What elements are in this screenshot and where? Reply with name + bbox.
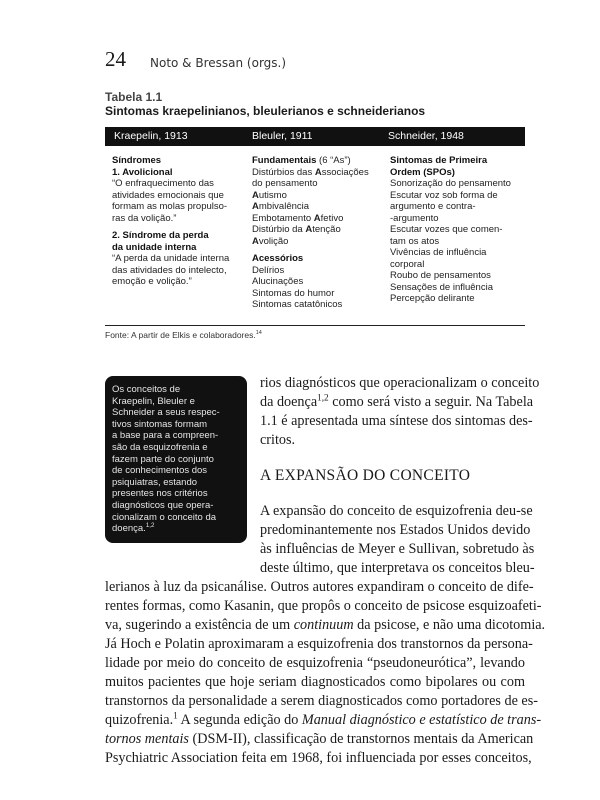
kraepelin-item2-text: das atividades do intelecto, — [112, 264, 227, 276]
table-source — [105, 330, 262, 340]
callout-text — [112, 384, 244, 535]
bleuler-column — [252, 155, 387, 311]
body-paragraph-2-wide — [105, 578, 546, 768]
kraepelin-heading: Síndromes — [112, 155, 162, 166]
callout-last-text: doença. — [112, 523, 146, 535]
kraepelin-column — [112, 155, 252, 288]
bleuler-fundamental-item — [252, 167, 387, 179]
callout-line — [112, 523, 244, 535]
item-text: Distúrbio da — [252, 224, 306, 235]
schneider-item: tam os atos — [390, 235, 440, 247]
callout-line: a base para a compreen- — [112, 430, 219, 442]
schneider-item: Vivências de influência — [390, 247, 487, 258]
schneider-column — [390, 155, 530, 305]
bleuler-acessorios-heading: Acessórios — [252, 253, 304, 264]
bleuler-acessorio-item: Sintomas do humor — [252, 287, 335, 299]
bleuler-fundamental-item — [252, 190, 387, 202]
callout-line: diagnósticos que opera- — [112, 499, 214, 511]
bleuler-heading: Fundamentais — [252, 155, 317, 166]
source-reference: 14 — [255, 330, 262, 337]
body-line — [105, 616, 546, 635]
body-line: A expansão do conceito de esquizofrenia deu-se — [260, 503, 533, 519]
body-line — [260, 392, 534, 412]
item-initial: A — [313, 212, 321, 224]
body-text: quizofrenia. — [105, 712, 174, 728]
schneider-item: Escutar voz sob forma de — [390, 189, 498, 201]
item-text: tenção — [312, 224, 341, 235]
item-text: fetivo — [320, 212, 344, 224]
schneider-item: -argumento — [390, 212, 439, 224]
item-text: do pensamento — [252, 178, 318, 189]
callout-line: tivos sintomas formam — [112, 418, 208, 430]
bleuler-fundamental-item — [252, 213, 387, 225]
callout-line: de conhecimentos dos — [112, 465, 208, 477]
item-text: ssociações — [321, 166, 369, 178]
schneider-item: corporal — [390, 258, 425, 270]
item-initial: A — [252, 235, 259, 247]
item-initial: A — [252, 189, 259, 201]
body-text: va, sugerindo a existência de um — [105, 617, 294, 633]
kraepelin-item2-text: emoção e volição.” — [112, 276, 192, 287]
schneider-item: Percepção delirante — [390, 293, 475, 304]
body-reference: 1 — [173, 710, 178, 721]
body-line: lidade por meio do conceito de esquizofrenia “pseudoneurótica”, levando — [105, 655, 525, 671]
callout-line: Os conceitos de — [112, 384, 181, 395]
kraepelin-item2-title: da unidade interna — [112, 241, 197, 253]
schneider-item: Sensações de influência — [390, 281, 493, 293]
body-text: como será visto a seguir. Na Tabela — [328, 394, 534, 410]
column-header-kraepelin: Kraepelin, 1913 — [114, 130, 188, 142]
callout-line: cionalizam o conceito da — [112, 511, 217, 523]
bleuler-fundamental-item — [252, 224, 387, 236]
body-line: transtornos da personalidade a serem diagnosticados como portadores de es- — [105, 693, 538, 709]
body-line: lerianos à luz da psicanálise. Outros autores expandiram o conceito de dife- — [105, 579, 534, 595]
item-initial: A — [314, 166, 322, 178]
body-italic: tornos mentais — [105, 731, 189, 747]
bleuler-acessorio-item: Alucinações — [252, 276, 304, 287]
body-text: (DSM-II), classificação de transtornos mentais da American — [188, 731, 534, 747]
body-line: rentes formas, como Kasanin, que propôs o conceito de psicose esquizoafeti- — [105, 598, 542, 614]
body-line: muitos pacientes que hoje seriam diagnosticados como bipolares ou com — [105, 674, 525, 690]
schneider-item: Escutar vozes que comen- — [390, 224, 503, 235]
callout-line: psiquiatras, estando — [112, 476, 198, 488]
bleuler-fundamental-item — [252, 201, 387, 213]
body-line: 1.1 é apresentada uma síntese dos sintomas des- — [260, 413, 533, 429]
kraepelin-item2-text: “A perda da unidade interna — [112, 253, 230, 264]
schneider-item: Sonorização do pensamento — [390, 178, 511, 189]
callout-line: fazem parte do conjunto — [112, 453, 214, 465]
body-line: predominantemente nos Estados Unidos devido — [260, 522, 531, 538]
body-line: às influências de Meyer e Sullivan, sobretudo às — [260, 541, 535, 557]
kraepelin-item1-title: 1. Avolicional — [112, 166, 173, 178]
bleuler-fundamental-item — [252, 236, 387, 248]
kraepelin-item1-text: ras da volição.” — [112, 212, 177, 224]
body-line — [105, 730, 534, 749]
table-bottom-rule — [105, 325, 525, 326]
item-text: Embotamento — [252, 212, 314, 224]
schneider-heading: Sintomas de Primeira — [390, 155, 488, 166]
body-line: Já Hoch e Polatin aproximaram a esquizofrenia dos transtornos da persona- — [105, 636, 533, 652]
kraepelin-item1-text: “O enfraquecimento das — [112, 178, 214, 189]
schneider-item: argumento e contra- — [390, 201, 476, 212]
column-header-schneider: Schneider, 1948 — [388, 130, 464, 142]
callout-line: são da esquizofrenia e — [112, 441, 208, 453]
body-reference: 1,2 — [317, 392, 329, 403]
body-text: da doença — [260, 394, 318, 410]
bleuler-heading-suffix: (6 “As”) — [316, 155, 351, 166]
callout-line: presentes nos critérios — [112, 488, 208, 500]
running-head: Noto & Bressan (orgs.) — [150, 56, 287, 70]
callout-reference: 1,2 — [145, 521, 155, 529]
bleuler-acessorio-item: Sintomas catatônicos — [252, 299, 343, 310]
callout-line: Kraepelin, Bleuler e — [112, 395, 195, 407]
bleuler-acessorio-item: Delírios — [252, 264, 285, 276]
kraepelin-item1-text: atividades emocionais que — [112, 189, 224, 201]
item-initial: A — [252, 201, 259, 212]
item-text: mbivalência — [258, 201, 310, 212]
kraepelin-item2-title: 2. Síndrome da perda — [112, 230, 209, 241]
item-initial: A — [305, 224, 313, 235]
table-header-row — [105, 127, 525, 146]
source-text: Fonte: A partir de Elkis e colaboradores. — [105, 330, 256, 340]
body-paragraph-2-narrow — [260, 502, 535, 578]
section-heading: A EXPANSÃO DO CONCEITO — [260, 467, 471, 484]
body-text: da psicose, e não uma dicotomia. — [353, 617, 546, 633]
body-text: A segunda edição do — [177, 712, 302, 728]
item-text: volição — [258, 235, 289, 247]
schneider-heading: Ordem (SPOs) — [390, 166, 455, 178]
body-line: rios diagnósticos que operacionalizam o conceito — [260, 375, 540, 391]
kraepelin-item1-text: formam as molas propulso- — [112, 201, 228, 212]
bleuler-fundamental-item — [252, 178, 387, 190]
body-line: critos. — [260, 432, 296, 448]
table-number: Tabela 1.1 — [105, 90, 163, 104]
callout-line: Schneider a seus respec- — [112, 407, 220, 419]
item-text: Distúrbios das — [252, 166, 315, 178]
schneider-item: Roubo de pensamentos — [390, 270, 491, 281]
body-line: Psychiatric Association feita em 1968, foi influenciada por esses conceitos, — [105, 750, 532, 766]
body-italic: Manual diagnóstico e estatístico de trans- — [301, 712, 542, 728]
body-line — [105, 710, 542, 730]
table-title: Sintomas kraepelinianos, bleulerianos e schneiderianos — [105, 104, 426, 118]
page-number: 24 — [105, 47, 126, 71]
column-header-bleuler: Bleuler, 1911 — [252, 130, 313, 142]
body-italic: continuum — [293, 617, 354, 633]
body-paragraph-1 — [260, 374, 540, 450]
body-line: deste último, que interpretava os conceitos bleu- — [260, 560, 535, 576]
item-text: utismo — [258, 189, 287, 201]
